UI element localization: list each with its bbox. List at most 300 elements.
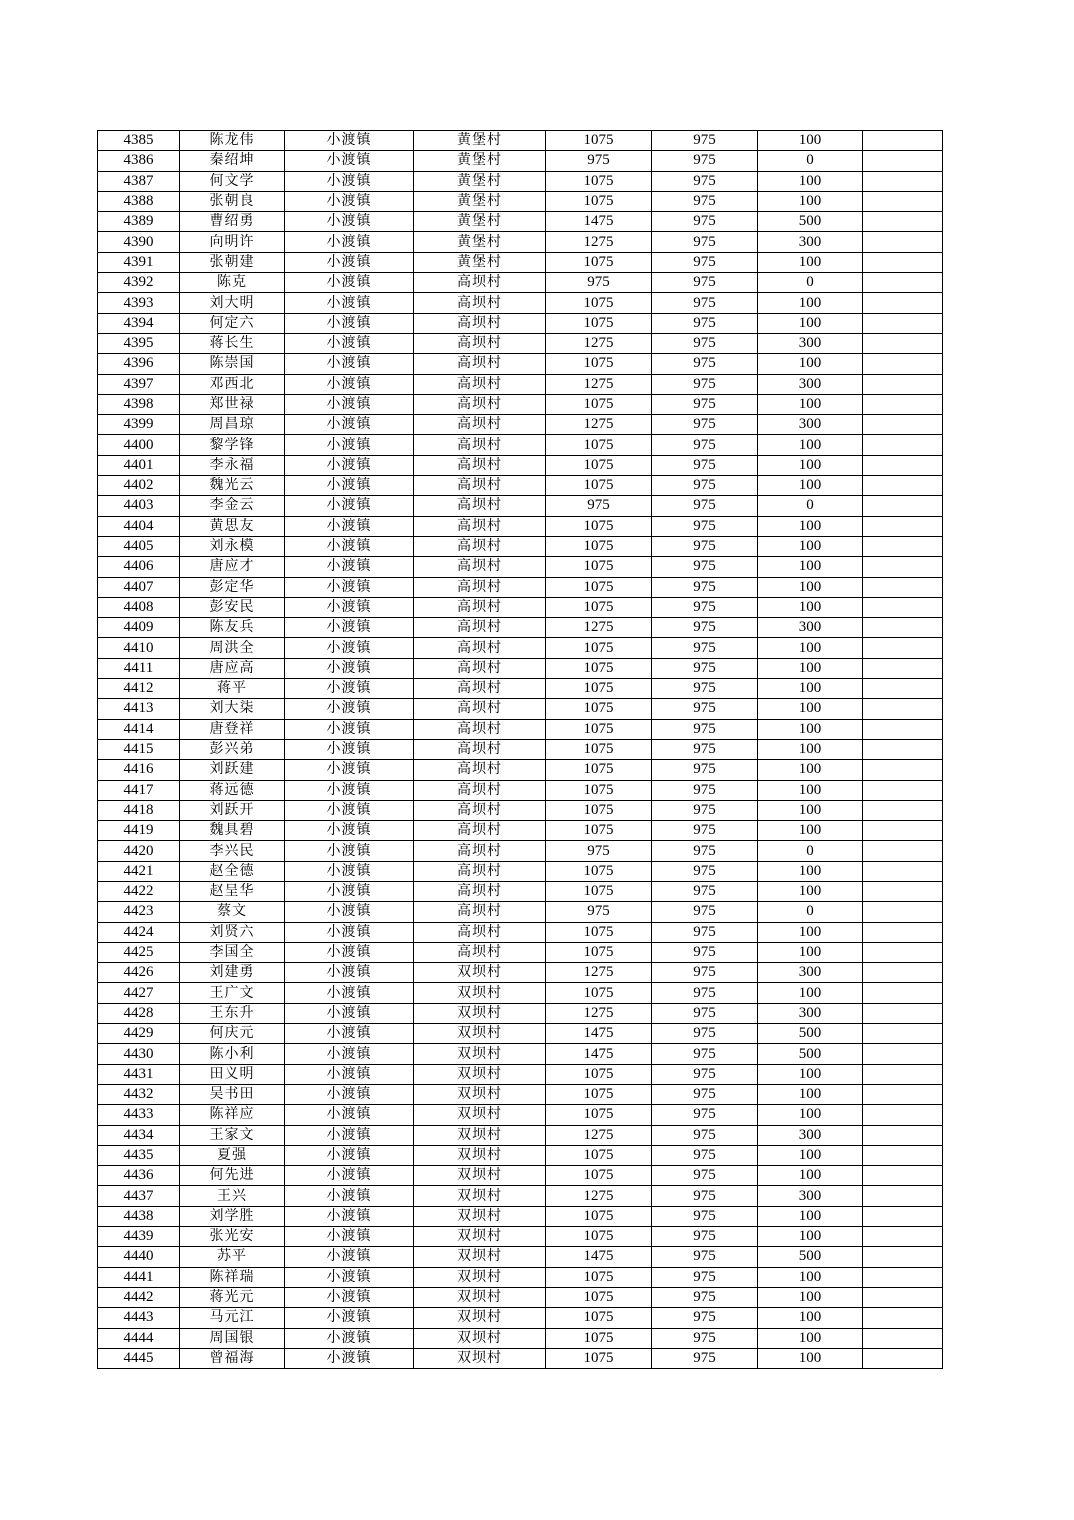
- town-cell: 小渡镇: [285, 394, 414, 414]
- table-row: [98, 293, 943, 313]
- village-cell: 双坝村: [414, 1084, 546, 1104]
- town-cell: 小渡镇: [285, 1348, 414, 1368]
- village-cell: 双坝村: [414, 1287, 546, 1307]
- village-cell: 双坝村: [414, 1166, 546, 1186]
- village-cell: 高坝村: [414, 699, 546, 719]
- name-cell: 向明许: [180, 232, 285, 252]
- difference-cell: 500: [758, 1247, 863, 1267]
- amount-b-cell: 975: [652, 151, 758, 171]
- difference-cell: 300: [758, 963, 863, 983]
- village-cell: 高坝村: [414, 821, 546, 841]
- table-row: [98, 922, 943, 942]
- amount-a-cell: 1275: [546, 415, 652, 435]
- amount-a-cell: 1075: [546, 861, 652, 881]
- amount-a-cell: 1075: [546, 131, 652, 151]
- town-cell: 小渡镇: [285, 1308, 414, 1328]
- table-row: [98, 1044, 943, 1064]
- amount-a-cell: 1275: [546, 374, 652, 394]
- remark-cell: [863, 780, 943, 800]
- name-cell: 何先进: [180, 1166, 285, 1186]
- town-cell: 小渡镇: [285, 1247, 414, 1267]
- row-id-cell: 4416: [98, 760, 180, 780]
- town-cell: 小渡镇: [285, 780, 414, 800]
- remark-cell: [863, 841, 943, 861]
- name-cell: 蔡文: [180, 902, 285, 922]
- village-cell: 双坝村: [414, 1206, 546, 1226]
- difference-cell: 100: [758, 131, 863, 151]
- name-cell: 秦绍坤: [180, 151, 285, 171]
- remark-cell: [863, 131, 943, 151]
- amount-a-cell: 1075: [546, 1084, 652, 1104]
- amount-b-cell: 975: [652, 1024, 758, 1044]
- row-id-cell: 4386: [98, 151, 180, 171]
- village-cell: 黄堡村: [414, 151, 546, 171]
- amount-a-cell: 1075: [546, 760, 652, 780]
- amount-b-cell: 975: [652, 963, 758, 983]
- row-id-cell: 4400: [98, 435, 180, 455]
- amount-b-cell: 975: [652, 1003, 758, 1023]
- name-cell: 魏具碧: [180, 821, 285, 841]
- name-cell: 彭兴弟: [180, 739, 285, 759]
- village-cell: 黄堡村: [414, 171, 546, 191]
- town-cell: 小渡镇: [285, 638, 414, 658]
- table-row: [98, 1287, 943, 1307]
- remark-cell: [863, 1003, 943, 1023]
- name-cell: 唐应高: [180, 658, 285, 678]
- table-row: [98, 1145, 943, 1165]
- row-id-cell: 4402: [98, 476, 180, 496]
- difference-cell: 100: [758, 293, 863, 313]
- row-id-cell: 4432: [98, 1084, 180, 1104]
- difference-cell: 100: [758, 679, 863, 699]
- table-row: [98, 699, 943, 719]
- amount-a-cell: 1075: [546, 597, 652, 617]
- amount-b-cell: 975: [652, 476, 758, 496]
- name-cell: 刘贤六: [180, 922, 285, 942]
- amount-b-cell: 975: [652, 455, 758, 475]
- amount-b-cell: 975: [652, 983, 758, 1003]
- town-cell: 小渡镇: [285, 1328, 414, 1348]
- amount-b-cell: 975: [652, 333, 758, 353]
- difference-cell: 100: [758, 760, 863, 780]
- town-cell: 小渡镇: [285, 597, 414, 617]
- village-cell: 高坝村: [414, 354, 546, 374]
- difference-cell: 100: [758, 1166, 863, 1186]
- village-cell: 双坝村: [414, 1064, 546, 1084]
- name-cell: 李国全: [180, 942, 285, 962]
- amount-a-cell: 1475: [546, 212, 652, 232]
- amount-b-cell: 975: [652, 1328, 758, 1348]
- remark-cell: [863, 476, 943, 496]
- table-row: [98, 800, 943, 820]
- town-cell: 小渡镇: [285, 699, 414, 719]
- remark-cell: [863, 435, 943, 455]
- table-row: [98, 1267, 943, 1287]
- row-id-cell: 4433: [98, 1105, 180, 1125]
- amount-b-cell: 975: [652, 496, 758, 516]
- amount-a-cell: 1075: [546, 922, 652, 942]
- table-row: [98, 476, 943, 496]
- town-cell: 小渡镇: [285, 557, 414, 577]
- table-row: [98, 861, 943, 881]
- remark-cell: [863, 800, 943, 820]
- village-cell: 双坝村: [414, 1308, 546, 1328]
- village-cell: 高坝村: [414, 476, 546, 496]
- amount-b-cell: 975: [652, 1166, 758, 1186]
- amount-b-cell: 975: [652, 252, 758, 272]
- row-id-cell: 4409: [98, 618, 180, 638]
- difference-cell: 100: [758, 252, 863, 272]
- amount-b-cell: 975: [652, 313, 758, 333]
- amount-a-cell: 1075: [546, 821, 652, 841]
- table-row: [98, 1227, 943, 1247]
- amount-a-cell: 1075: [546, 516, 652, 536]
- name-cell: 刘跃开: [180, 800, 285, 820]
- name-cell: 陈小利: [180, 1044, 285, 1064]
- difference-cell: 100: [758, 455, 863, 475]
- difference-cell: 0: [758, 902, 863, 922]
- row-id-cell: 4418: [98, 800, 180, 820]
- difference-cell: 100: [758, 1084, 863, 1104]
- amount-a-cell: 975: [546, 902, 652, 922]
- town-cell: 小渡镇: [285, 191, 414, 211]
- town-cell: 小渡镇: [285, 1125, 414, 1145]
- table-row: [98, 1166, 943, 1186]
- amount-b-cell: 975: [652, 273, 758, 293]
- difference-cell: 100: [758, 435, 863, 455]
- amount-a-cell: 1075: [546, 455, 652, 475]
- remark-cell: [863, 496, 943, 516]
- difference-cell: 100: [758, 1267, 863, 1287]
- table-row: [98, 333, 943, 353]
- amount-b-cell: 975: [652, 191, 758, 211]
- remark-cell: [863, 902, 943, 922]
- village-cell: 高坝村: [414, 577, 546, 597]
- difference-cell: 100: [758, 171, 863, 191]
- village-cell: 高坝村: [414, 739, 546, 759]
- row-id-cell: 4424: [98, 922, 180, 942]
- town-cell: 小渡镇: [285, 922, 414, 942]
- amount-a-cell: 1075: [546, 293, 652, 313]
- town-cell: 小渡镇: [285, 719, 414, 739]
- village-cell: 双坝村: [414, 1186, 546, 1206]
- name-cell: 邓西北: [180, 374, 285, 394]
- village-cell: 高坝村: [414, 800, 546, 820]
- name-cell: 陈崇国: [180, 354, 285, 374]
- name-cell: 刘永模: [180, 536, 285, 556]
- amount-b-cell: 975: [652, 354, 758, 374]
- table-row: [98, 719, 943, 739]
- difference-cell: 0: [758, 151, 863, 171]
- amount-a-cell: 1075: [546, 1145, 652, 1165]
- difference-cell: 300: [758, 1186, 863, 1206]
- amount-a-cell: 1475: [546, 1044, 652, 1064]
- name-cell: 王广文: [180, 983, 285, 1003]
- town-cell: 小渡镇: [285, 1206, 414, 1226]
- table-row: [98, 415, 943, 435]
- table-row: [98, 1348, 943, 1368]
- row-id-cell: 4431: [98, 1064, 180, 1084]
- name-cell: 刘跃建: [180, 760, 285, 780]
- row-id-cell: 4442: [98, 1287, 180, 1307]
- name-cell: 蒋光元: [180, 1287, 285, 1307]
- name-cell: 彭定华: [180, 577, 285, 597]
- name-cell: 刘大柒: [180, 699, 285, 719]
- amount-b-cell: 975: [652, 922, 758, 942]
- village-cell: 高坝村: [414, 760, 546, 780]
- remark-cell: [863, 354, 943, 374]
- town-cell: 小渡镇: [285, 1064, 414, 1084]
- village-cell: 高坝村: [414, 455, 546, 475]
- table-row: [98, 1186, 943, 1206]
- row-id-cell: 4415: [98, 739, 180, 759]
- row-id-cell: 4392: [98, 273, 180, 293]
- difference-cell: 100: [758, 1206, 863, 1226]
- amount-a-cell: 1275: [546, 1003, 652, 1023]
- name-cell: 赵全德: [180, 861, 285, 881]
- amount-b-cell: 975: [652, 171, 758, 191]
- remark-cell: [863, 1125, 943, 1145]
- town-cell: 小渡镇: [285, 1287, 414, 1307]
- remark-cell: [863, 1145, 943, 1165]
- amount-b-cell: 975: [652, 1186, 758, 1206]
- amount-a-cell: 1075: [546, 557, 652, 577]
- town-cell: 小渡镇: [285, 151, 414, 171]
- difference-cell: 500: [758, 1044, 863, 1064]
- town-cell: 小渡镇: [285, 333, 414, 353]
- amount-b-cell: 975: [652, 1287, 758, 1307]
- amount-b-cell: 975: [652, 1044, 758, 1064]
- row-id-cell: 4437: [98, 1186, 180, 1206]
- name-cell: 陈克: [180, 273, 285, 293]
- difference-cell: 100: [758, 922, 863, 942]
- name-cell: 魏光云: [180, 476, 285, 496]
- village-cell: 高坝村: [414, 273, 546, 293]
- name-cell: 马元江: [180, 1308, 285, 1328]
- town-cell: 小渡镇: [285, 1166, 414, 1186]
- table-row: [98, 191, 943, 211]
- table-row: [98, 1125, 943, 1145]
- row-id-cell: 4398: [98, 394, 180, 414]
- remark-cell: [863, 151, 943, 171]
- amount-b-cell: 975: [652, 821, 758, 841]
- difference-cell: 100: [758, 1105, 863, 1125]
- name-cell: 吴书田: [180, 1084, 285, 1104]
- table-row: [98, 983, 943, 1003]
- amount-b-cell: 975: [652, 1145, 758, 1165]
- amount-a-cell: 975: [546, 841, 652, 861]
- difference-cell: 500: [758, 212, 863, 232]
- amount-b-cell: 975: [652, 800, 758, 820]
- remark-cell: [863, 1186, 943, 1206]
- difference-cell: 100: [758, 1348, 863, 1368]
- town-cell: 小渡镇: [285, 1105, 414, 1125]
- remark-cell: [863, 273, 943, 293]
- remark-cell: [863, 881, 943, 901]
- remark-cell: [863, 983, 943, 1003]
- table-row: [98, 1308, 943, 1328]
- amount-b-cell: 975: [652, 1267, 758, 1287]
- amount-a-cell: 1075: [546, 1206, 652, 1226]
- row-id-cell: 4391: [98, 252, 180, 272]
- town-cell: 小渡镇: [285, 516, 414, 536]
- row-id-cell: 4440: [98, 1247, 180, 1267]
- difference-cell: 300: [758, 1003, 863, 1023]
- village-cell: 高坝村: [414, 638, 546, 658]
- name-cell: 周洪全: [180, 638, 285, 658]
- remark-cell: [863, 963, 943, 983]
- remark-cell: [863, 760, 943, 780]
- amount-b-cell: 975: [652, 618, 758, 638]
- town-cell: 小渡镇: [285, 942, 414, 962]
- difference-cell: 100: [758, 476, 863, 496]
- difference-cell: 0: [758, 841, 863, 861]
- village-cell: 黄堡村: [414, 131, 546, 151]
- row-id-cell: 4430: [98, 1044, 180, 1064]
- table-row: [98, 780, 943, 800]
- difference-cell: 300: [758, 618, 863, 638]
- village-cell: 高坝村: [414, 333, 546, 353]
- village-cell: 高坝村: [414, 496, 546, 516]
- town-cell: 小渡镇: [285, 902, 414, 922]
- remark-cell: [863, 293, 943, 313]
- name-cell: 赵呈华: [180, 881, 285, 901]
- row-id-cell: 4408: [98, 597, 180, 617]
- amount-a-cell: 1075: [546, 1064, 652, 1084]
- table-row: [98, 394, 943, 414]
- town-cell: 小渡镇: [285, 415, 414, 435]
- table-row: [98, 252, 943, 272]
- amount-a-cell: 1275: [546, 1186, 652, 1206]
- amount-b-cell: 975: [652, 597, 758, 617]
- row-id-cell: 4417: [98, 780, 180, 800]
- amount-a-cell: 1075: [546, 719, 652, 739]
- row-id-cell: 4443: [98, 1308, 180, 1328]
- difference-cell: 100: [758, 313, 863, 333]
- table-row: [98, 212, 943, 232]
- remark-cell: [863, 658, 943, 678]
- name-cell: 王家文: [180, 1125, 285, 1145]
- name-cell: 刘学胜: [180, 1206, 285, 1226]
- table-row: [98, 739, 943, 759]
- table-row: [98, 963, 943, 983]
- town-cell: 小渡镇: [285, 861, 414, 881]
- name-cell: 李兴民: [180, 841, 285, 861]
- town-cell: 小渡镇: [285, 536, 414, 556]
- amount-a-cell: 1075: [546, 1267, 652, 1287]
- table-row: [98, 313, 943, 333]
- name-cell: 唐应才: [180, 557, 285, 577]
- amount-a-cell: 1075: [546, 699, 652, 719]
- table-row: [98, 942, 943, 962]
- row-id-cell: 4435: [98, 1145, 180, 1165]
- difference-cell: 300: [758, 415, 863, 435]
- amount-a-cell: 1075: [546, 1287, 652, 1307]
- amount-b-cell: 975: [652, 435, 758, 455]
- amount-a-cell: 1075: [546, 739, 652, 759]
- row-id-cell: 4441: [98, 1267, 180, 1287]
- village-cell: 高坝村: [414, 313, 546, 333]
- row-id-cell: 4393: [98, 293, 180, 313]
- name-cell: 王兴: [180, 1186, 285, 1206]
- amount-b-cell: 975: [652, 374, 758, 394]
- town-cell: 小渡镇: [285, 1145, 414, 1165]
- remark-cell: [863, 536, 943, 556]
- row-id-cell: 4389: [98, 212, 180, 232]
- village-cell: 高坝村: [414, 415, 546, 435]
- remark-cell: [863, 618, 943, 638]
- remark-cell: [863, 638, 943, 658]
- name-cell: 刘建勇: [180, 963, 285, 983]
- town-cell: 小渡镇: [285, 476, 414, 496]
- remark-cell: [863, 1105, 943, 1125]
- village-cell: 高坝村: [414, 557, 546, 577]
- remark-cell: [863, 1328, 943, 1348]
- difference-cell: 100: [758, 577, 863, 597]
- village-cell: 双坝村: [414, 1328, 546, 1348]
- town-cell: 小渡镇: [285, 618, 414, 638]
- remark-cell: [863, 516, 943, 536]
- table-row: [98, 618, 943, 638]
- amount-b-cell: 975: [652, 577, 758, 597]
- row-id-cell: 4395: [98, 333, 180, 353]
- village-cell: 高坝村: [414, 861, 546, 881]
- amount-a-cell: 1275: [546, 333, 652, 353]
- village-cell: 双坝村: [414, 963, 546, 983]
- town-cell: 小渡镇: [285, 577, 414, 597]
- amount-b-cell: 975: [652, 232, 758, 252]
- name-cell: 何庆元: [180, 1024, 285, 1044]
- difference-cell: 100: [758, 699, 863, 719]
- village-cell: 高坝村: [414, 618, 546, 638]
- remark-cell: [863, 455, 943, 475]
- amount-a-cell: 1075: [546, 435, 652, 455]
- table-row: [98, 638, 943, 658]
- remark-cell: [863, 1206, 943, 1226]
- difference-cell: 100: [758, 658, 863, 678]
- amount-a-cell: 1475: [546, 1024, 652, 1044]
- amount-b-cell: 975: [652, 760, 758, 780]
- amount-a-cell: 1075: [546, 354, 652, 374]
- table-row: [98, 881, 943, 901]
- amount-a-cell: 1075: [546, 983, 652, 1003]
- amount-b-cell: 975: [652, 699, 758, 719]
- row-id-cell: 4428: [98, 1003, 180, 1023]
- town-cell: 小渡镇: [285, 1227, 414, 1247]
- remark-cell: [863, 942, 943, 962]
- remark-cell: [863, 171, 943, 191]
- difference-cell: 100: [758, 719, 863, 739]
- remark-cell: [863, 313, 943, 333]
- village-cell: 高坝村: [414, 293, 546, 313]
- name-cell: 陈祥应: [180, 1105, 285, 1125]
- table-row: [98, 374, 943, 394]
- row-id-cell: 4413: [98, 699, 180, 719]
- village-cell: 双坝村: [414, 1044, 546, 1064]
- town-cell: 小渡镇: [285, 455, 414, 475]
- amount-a-cell: 1075: [546, 638, 652, 658]
- town-cell: 小渡镇: [285, 1084, 414, 1104]
- name-cell: 田义明: [180, 1064, 285, 1084]
- village-cell: 高坝村: [414, 780, 546, 800]
- village-cell: 高坝村: [414, 536, 546, 556]
- amount-b-cell: 975: [652, 719, 758, 739]
- amount-a-cell: 1075: [546, 942, 652, 962]
- amount-a-cell: 975: [546, 273, 652, 293]
- name-cell: 曾福海: [180, 1348, 285, 1368]
- remark-cell: [863, 597, 943, 617]
- amount-b-cell: 975: [652, 638, 758, 658]
